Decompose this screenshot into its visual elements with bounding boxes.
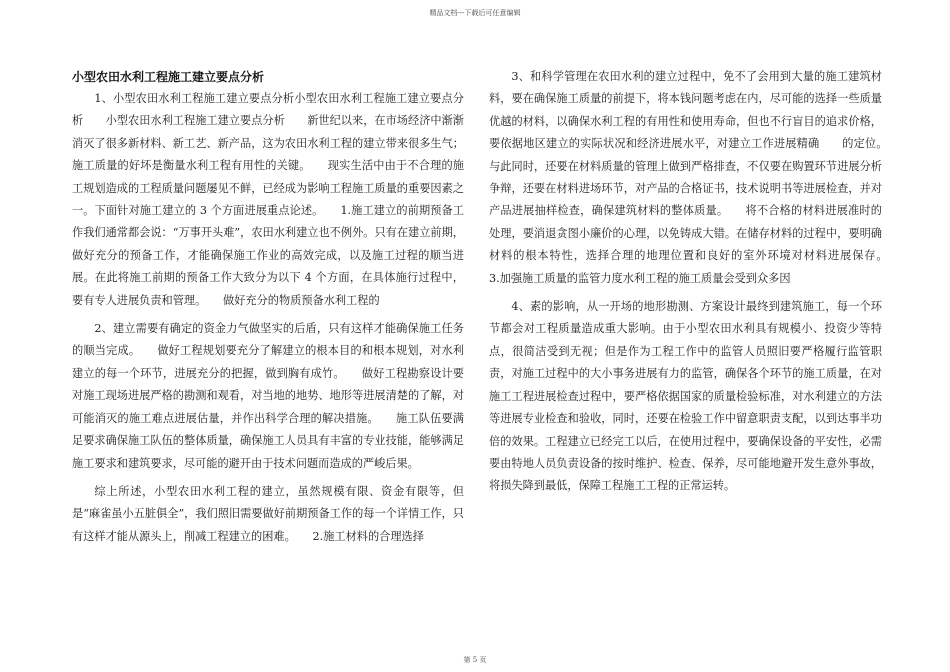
paragraph-1: 1、小型农田水利工程施工建立要点分析小型农田水利工程施工建立要点分析 小型农田水利工程施工建立要点分析 新世纪以来，在市场经济中渐渐消灭了很多新材料、新工艺、新产品，这为农田水利工程的建立带来很多生气；施工质量的好坏是衡量水利工程有用性的关键。 现实生活中由于不合理的施工规划造成的工程质量问题屡见不鲜，已经成为影响工程施工质量的重要因素之一。下面针对施工建立的 3 个方面进展重点论述。 1.施工建立的前期预备工作我们通常都会说：“万事开头难”，农田水利建立也不例外。只有在建立前期，做好充分的预备工作，才能确保施工作业的高效完成，以及施工过程的顺当进展。在此将施工前期的预备工作大致分为以下 4 个方面，在具体施行过程中，要有专人进展负责和管理。 做好充分的物质预备水利工程的 <box>72 92 464 307</box>
paragraph-3: 3、和科学管理在农田水利的建立过程中，免不了会用到大量的施工建筑材料，要在确保施工质量的前提下，将本钱问题考虑在内，尽可能的选择一些质量优越的材料，以确保水利工程的有用性和使用寿命，但也不行盲目的追求价格，要依据地区建立的实际状况和经济进展水平，对建立工作进展精确 的定位。 与此同时，还要在材料质量的管理上做到严格排查，不仅要在购置环节进展分析争辩，还要在材料进场环节，对产品的合格证书，技术说明书等进展检查，并对产品进展抽样检查，确保建筑材料的整体质量。 将不合格的材料进展准时的处理，要消退贪图小廉价的心理，以免铸成大错。在储存材料的过程中，要明确材料的根本特性，选择合理的地理位置和良好的室外环境对材料进展保存。 3.加强施工质量的监管力度水利工程的施工质量会受到众多因 <box>489 70 905 285</box>
left-column <box>72 66 464 554</box>
paragraph-4: 4、素的影响，从一开场的地形勘测、方案设计最终到建筑施工，每一个环节都会对工程质量造成重大影响。由于小型农田水利具有规模小、投资少等特点，很简洁受到无视；但是作为工程工作中的监管人员照旧要严格履行监管职责，对施工过程中的大小事务进展有力的监管，确保各个环节的施工质量，在对施工工程进展检查过程中，要严格依据国家的质量检验标准，对水利建立的方法等进展专业检查和验收，同时，还要在检验工作中留意职责支配，以到达事半功倍的效果。工程建立已经完工以后，在使用过程中，要确保设备的平安性，必需要由特地人员负责设备的按时维护、检查、保养，尽可能地避开发生意外事故，将损失降到最低，保障工程施工工程的正常运转。 <box>489 300 882 493</box>
right-column <box>489 66 905 504</box>
paragraph-summary: 综上所述，小型农田水利工程的建立，虽然规模有限、资金有限等，但是“麻雀虽小五脏俱全”，我们照旧需要做好前期预备工作的每一个详情工作，只有这样才能从源头上，削减工程建立的困难。 2.施工材料的合理选择 <box>72 484 464 543</box>
page-number: 第 5 页 <box>463 656 487 664</box>
paragraph-2: 2、建立需要有确定的资金力气做坚实的后盾，只有这样才能确保施工任务的顺当完成。 做好工程规划要充分了解建立的根本目的和根本规划，对水利建立的每一个环节，进展充分的把握，做到胸有成竹。 做好工程勘察设计要对施工现场进展严格的勘测和观看，对当地的地势、地形等进展清楚的了解，对可能消灭的施工难点进展估量，并作出科学合理的解决措施。 施工队伍要满足要求确保施工队伍的整体质量，确保施工人员具有丰富的专业技能，能够满足施工要求和建筑要求，尽可能的避开由于技术问题而造成的严峻后果。 <box>72 322 464 470</box>
document-title: 小型农田水利工程施工建立要点分析 <box>72 70 265 84</box>
page-header: 精品文档---下载后可任意编辑 <box>429 9 521 17</box>
